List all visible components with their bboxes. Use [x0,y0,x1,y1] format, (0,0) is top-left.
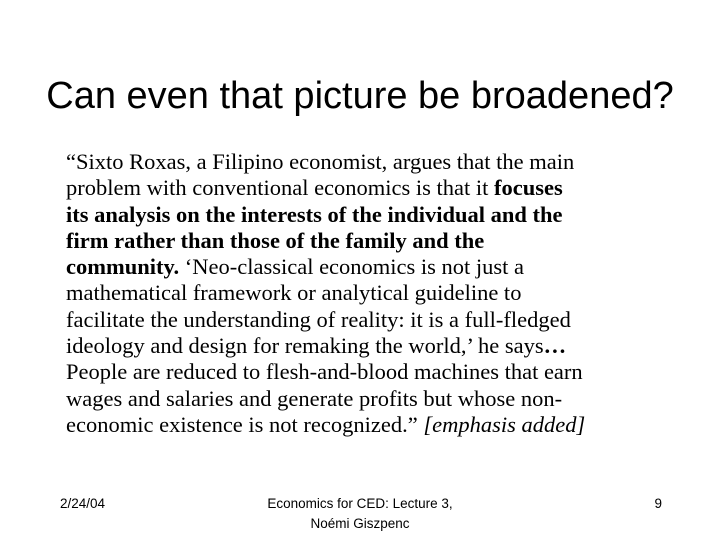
quote-segment: “Sixto Roxas, a Filipino economist, argues that the main [66,149,575,174]
quote-segment: mathematical framework or analytical guideline to [66,280,522,306]
quote-segment: wages and salaries and generate profits but whose non- [66,385,563,411]
footer-page-number: 9 [654,496,662,511]
quote-line [66,202,686,228]
quote-line [66,386,686,412]
footer-course-line2: Noémi Giszpenc [310,516,410,531]
quote-segment: firm rather than those of the family and the [66,227,485,253]
quote-segment: focuses [494,175,563,201]
quote-segment: … [543,333,567,359]
quote-line [66,175,686,201]
quote-line [66,254,686,280]
quote-segment: community. [66,254,180,280]
quote-segment: ideology and design for remaking the world,’ he says [66,333,544,359]
quote-segment: facilitate the understanding of reality: it is a full-fledged [66,306,571,332]
footer-date: 2/24/04 [60,496,106,511]
quote-block [66,149,686,438]
quote-segment: People are reduced to flesh-and-blood machines that earn [66,359,583,385]
quote-line [66,359,686,385]
quote-segment: economic existence is not recognized.” [66,411,424,437]
quote-line [66,280,686,306]
quote-segment: [emphasis added] [423,411,586,437]
quote-segment: problem with conventional economics is that it [66,175,495,201]
slide-title: Can even that picture be broadened? [46,75,674,117]
quote-line [66,412,686,438]
quote-segment: ‘Neo-classical economics is not just a [179,254,525,280]
footer-course [210,494,510,534]
quote-line [66,333,686,359]
quote-line [66,149,686,175]
quote-segment: its analysis on the interests of the individual and the [66,201,563,227]
footer-course-line1: Economics for CED: Lecture 3, [267,496,453,511]
quote-line [66,307,686,333]
quote-line [66,228,686,254]
